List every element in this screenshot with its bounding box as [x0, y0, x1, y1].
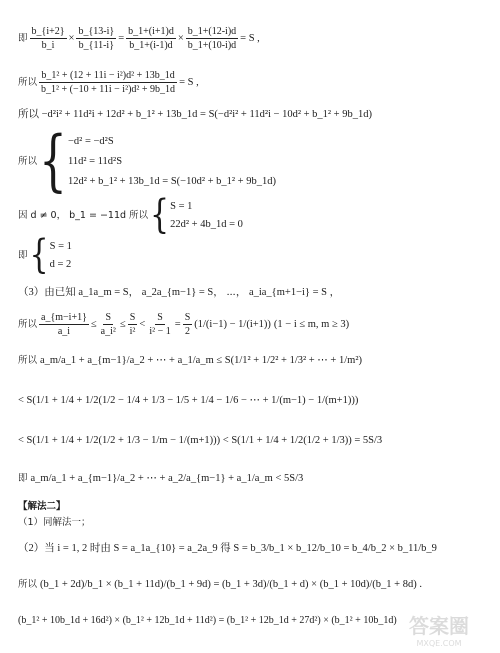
system-rows: S = 1 d = 2 — [49, 241, 72, 270]
fraction: $\frac{b\_\{i+2\}}{b\_i}$ — [31, 26, 65, 51]
equation-line-15: （2）当 i = 1, 2 时由 S = a_1a_{10} = a_2a_9 得 S = b_3/b_1 × b_12/b_10 = b_4/b_2 × b_11/b_9 — [18, 543, 437, 554]
brace-icon: { — [29, 232, 49, 279]
fraction: $\frac{S}{2}$ — [184, 312, 191, 337]
equation-line-17: (b_1² + 10b_1d + 16d²) × (b_1² + 12b_1d + 11d²) = (b_1² + 12b_1d + 27d²) × (b_1² + 10b_1d) — [18, 615, 397, 626]
svg-text:MXQE.COM: MXQE.COM — [416, 639, 462, 648]
equation-line-12: 即 a_m/a_1 + a_{m−1}/a_2 + ⋯ + a_2/a_{m−1} + a_1/a_m < 5S/3 — [18, 473, 304, 484]
fraction: $\frac{S}{\text{a\_i²}}$ — [100, 312, 116, 337]
equation-system-3: 即 { S = 1 d = 2 — [18, 232, 72, 279]
brace-icon: { — [39, 123, 68, 200]
svg-text:答案圈: 答案圈 — [409, 614, 469, 638]
fraction: $\frac{S}{\text{i² − 1}}$ — [149, 312, 171, 337]
system-rows: −d² = −d²S 11d² = 11d²S 12d² + b_1² + 13b_1d = S(−10d² + b_1² + 9b_1d) — [68, 136, 276, 187]
equation-line-14: （1）同解法一； — [18, 517, 91, 528]
equation-line-1: 即 $\frac{b\_\{i+2\}}{b\_i}$ × $\frac{b\_\{13-i\}}{b\_\{11-i\}}$ = $\frac{b\_1+(i+1)d}{b\_1+(i-1)d}$ × $\frac{b\_1+(12-i)d}{b\_1+(10-i)d}$ = S , — [18, 26, 260, 51]
fraction: $\frac{a\_\{m-i+1\}}{a\_i}$ — [41, 312, 87, 337]
equation-line-8: 所以 $\frac{a\_\{m-i+1\}}{a\_i}$ ≤ $\frac{S}{\text{a\_i²}}$ ≤ $\frac{S}{\text{i²}}$ < $\frac{S}{\text{i² − 1}}$ = $\frac{S}{2}$ ( 1/(i−1) − 1/(i+1) ) (1 − i ≤ m, m ≥ 3) — [18, 312, 350, 337]
equation-line-10: < S(1/1 + 1/4 + 1/2(1/2 − 1/4 + 1/3 − 1/5 + 1/4 − 1/6 − ⋯ + 1/(m−1) − 1/(m+1))) — [18, 395, 359, 406]
equation-system-1: 所以 { −d² = −d²S 11d² = 11d²S 12d² + b_1² + 13b_1d = S(−10d² + b_1² + 9b_1d) — [18, 123, 276, 200]
prefix-text: 即 — [18, 32, 28, 44]
equation-line-9: 所以 a_m/a_1 + a_{m−1}/a_2 + ⋯ + a_1/a_m ≤ S(1/1² + 1/2² + 1/3² + ⋯ + 1/m²) — [18, 355, 362, 366]
equation-line-11: < S(1/1 + 1/4 + 1/2(1/2 + 1/3 − 1/m − 1/(m+1))) < S(1/1 + 1/4 + 1/2(1/2 + 1/3)) = 5S/3 — [18, 435, 383, 446]
fraction: $\frac{b\_1+(12-i)d}{b\_1+(10-i)d}$ — [187, 26, 237, 51]
brace-icon: { — [150, 192, 170, 239]
watermark-logo — [384, 611, 494, 649]
watermark-icon — [384, 611, 494, 649]
fraction: $\frac{\text{b\_1² + (12 + 11i − i²)d² + 13b\_1d}}{\text{b\_1² + (−10 + 11i − i²)d² + 9b\_1d}}$ — [41, 70, 176, 95]
equation-system-2: 因 d ≠ 0， b_1 = −11d 所以 { S = 1 22d² + 4b_1d = 0 — [18, 192, 243, 239]
system-rows: S = 1 22d² + 4b_1d = 0 — [170, 201, 243, 230]
fraction: $\frac{b\_1+(i+1)d}{b\_1+(i-1)d}$ — [128, 26, 174, 51]
fraction: $\frac{b\_\{13-i\}}{b\_\{11-i\}}$ — [78, 26, 115, 51]
section-heading: 【解法二】 — [18, 501, 66, 512]
fraction: $\frac{S}{\text{i²}}$ — [129, 312, 136, 337]
equation-line-16: 所以 (b_1 + 2d)/b_1 × (b_1 + 11d)/(b_1 + 9d) = (b_1 + 3d)/(b_1 + d) × (b_1 + 10d)/(b_1 + 8d) . — [18, 579, 422, 590]
equation-line-2: 所以 $\frac{\text{b\_1² + (12 + 11i − i²)d² + 13b\_1d}}{\text{b\_1² + (−10 + 11i − i²)d² + 9b\_1d}}$ = S , — [18, 70, 199, 95]
equation-line-3: 所以 −d²i² + 11d²i + 12d² + b_1² + 13b_1d = S(−d²i² + 11d²i − 10d² + b_1² + 9b_1d) — [18, 109, 372, 120]
equation-line-7: （3）由已知 a_1a_m = S， a_2a_{m−1} = S， ⋯， a_ia_{m+1−i} = S ， — [18, 287, 341, 298]
